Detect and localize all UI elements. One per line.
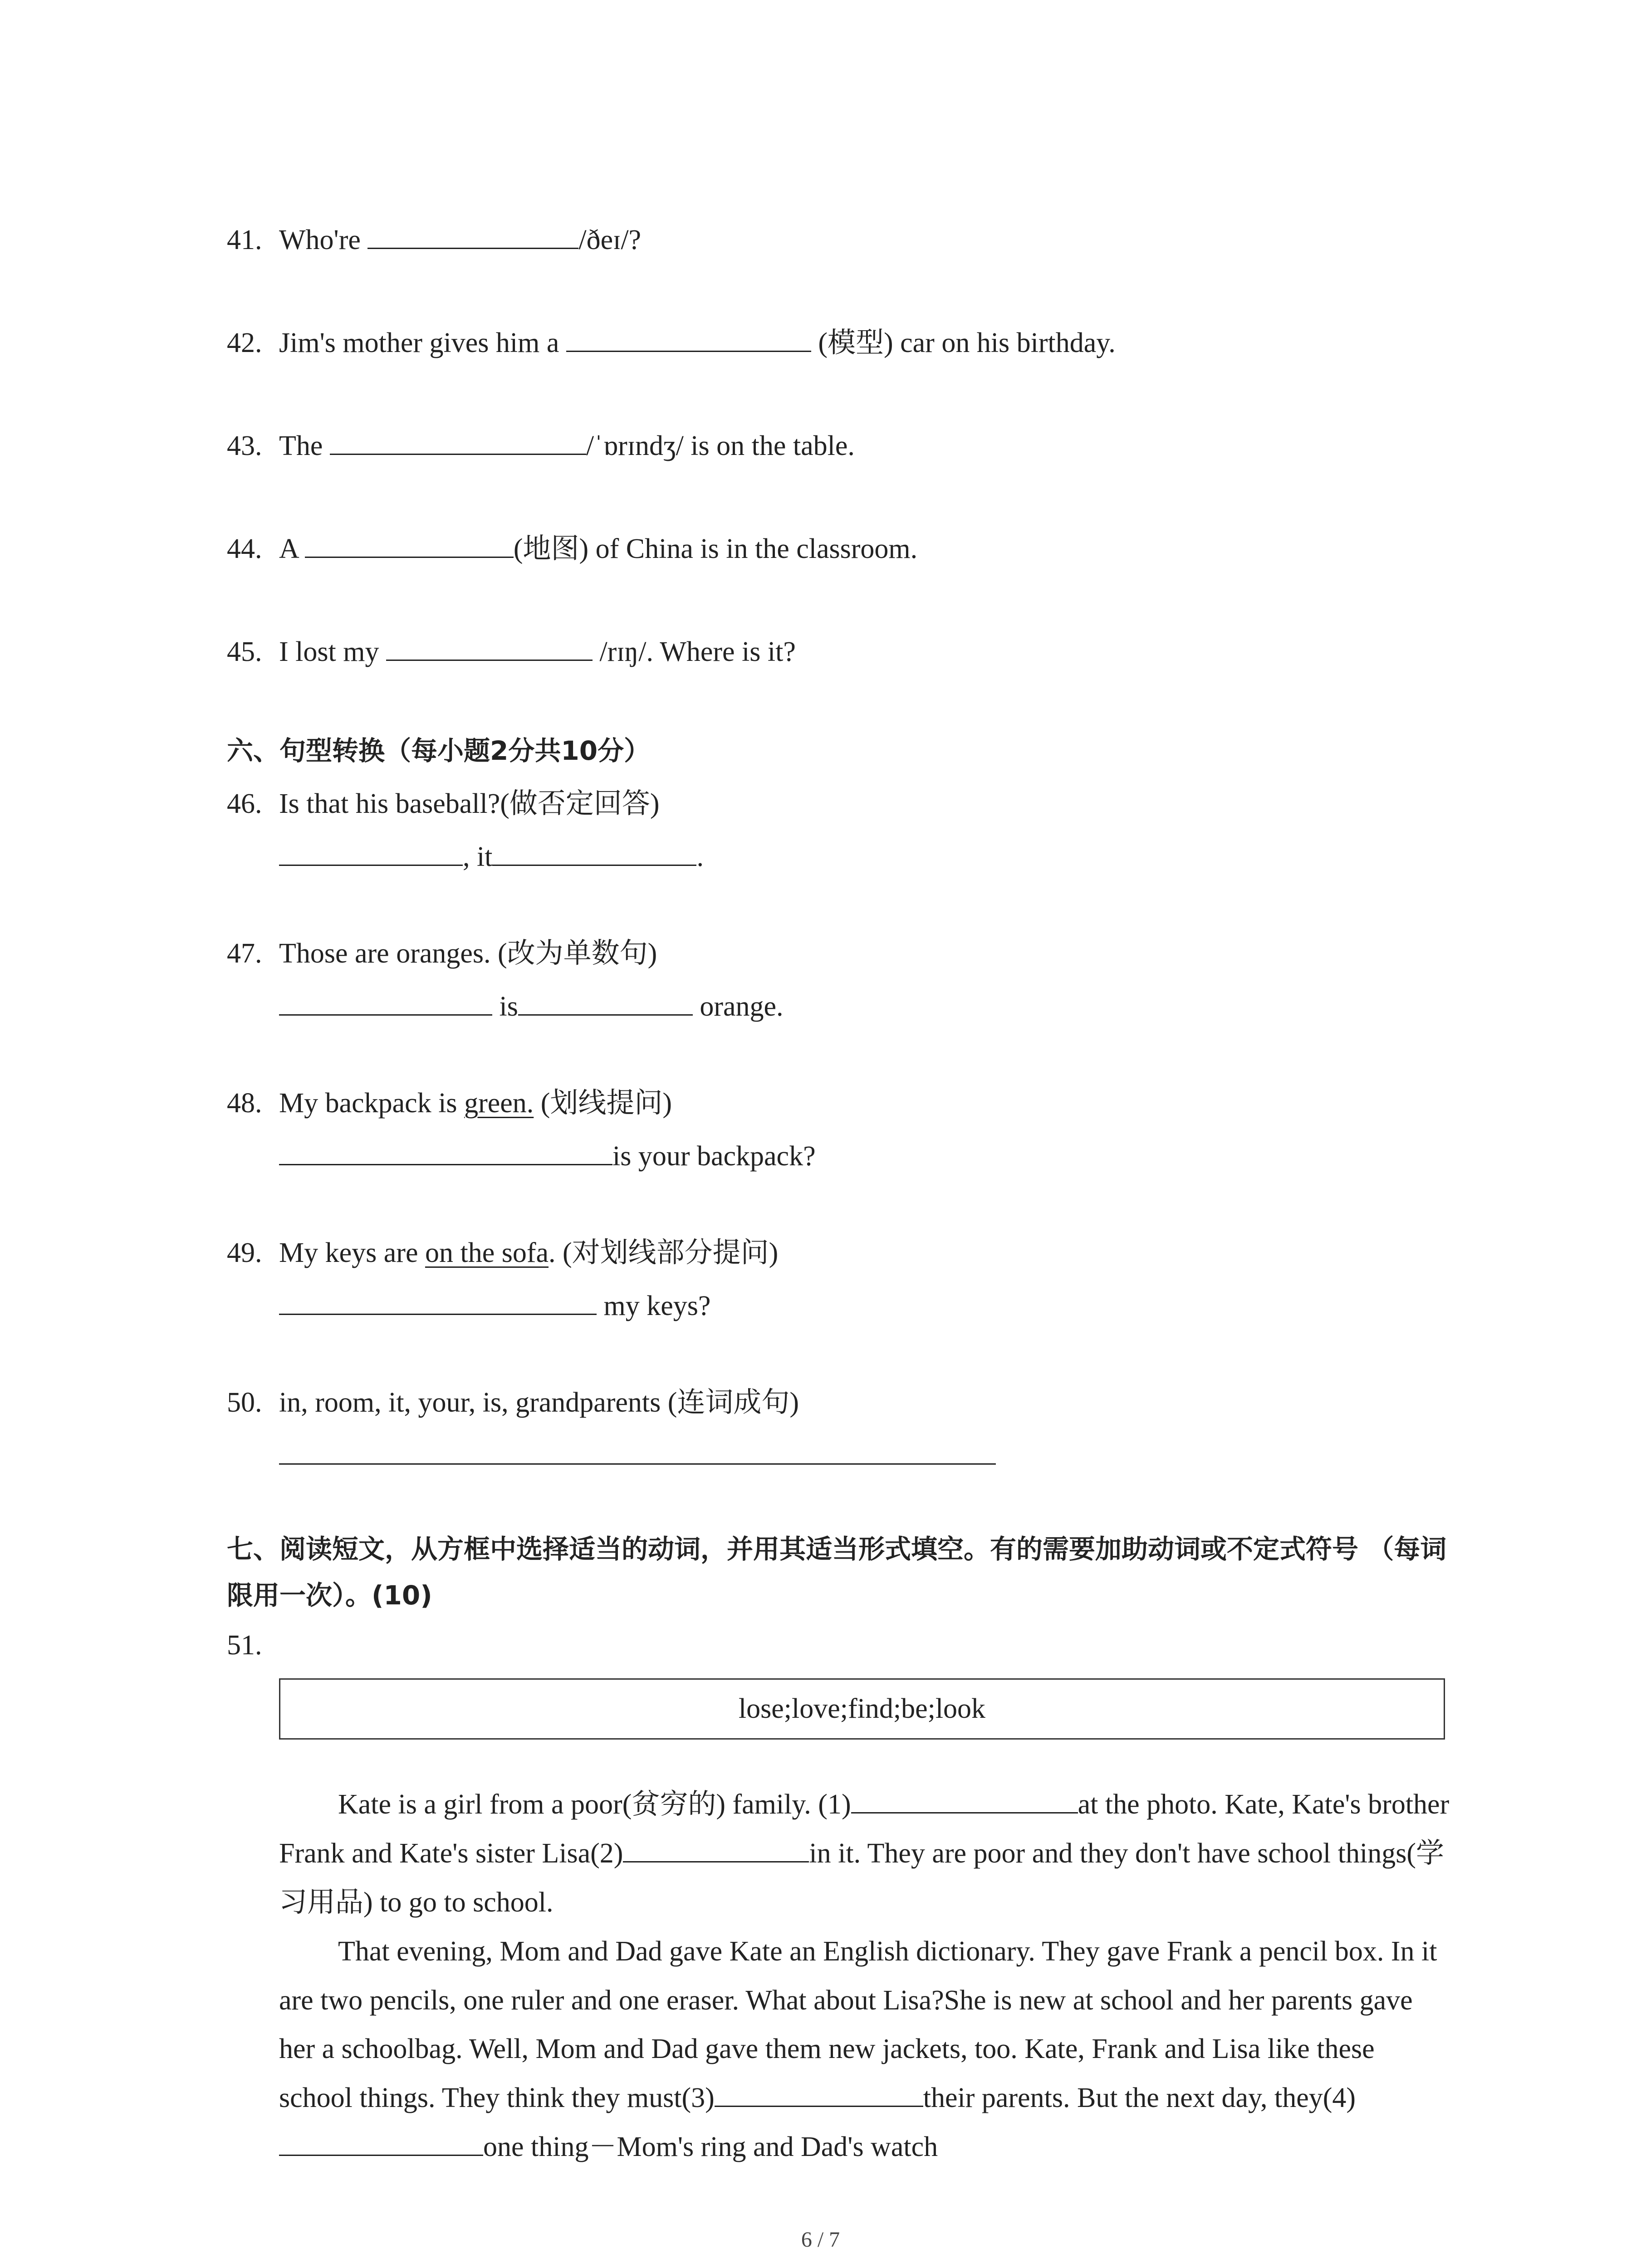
passage-text: Kate is a girl from a poor(贫穷的) family. (1) [338, 1789, 851, 1820]
answer-blank[interactable] [367, 222, 578, 249]
question-number: 45. [227, 636, 262, 667]
section-7-heading: 七、阅读短文，从方框中选择适当的动词，并用其适当形式填空。有的需要加助动词或不定式符号 （每词限用一次）。(10) [227, 1534, 1447, 1611]
answer-text: . [696, 841, 704, 872]
underlined-part: green. [464, 1088, 534, 1119]
question-47 [227, 937, 657, 970]
passage-text: in it. They are poor and they don't have school things(学习用品) to go to school. [279, 1838, 1444, 1918]
question-text: in, room, it, your, is, grandparents (连词成句) [279, 1387, 799, 1418]
question-45 [227, 634, 796, 669]
passage-text: That evening, Mom and Dad gave Kate an English dictionary. They gave Frank a pencil box. In it are two pencils, one ruler and one eraser. What about Lisa?She is new at school and her parents gave her a schoolbag. Well, Mom and Dad gave them new jackets, too. Kate, Frank and Lisa like these school things. They think they must(3) [279, 1936, 1437, 2114]
answer-line-50 [279, 1438, 996, 1472]
question-instruction: (划线提问) [540, 1088, 672, 1119]
answer-line-47 [279, 989, 784, 1023]
question-text: A [279, 533, 298, 564]
question-text-after: (模型) car on his birthday. [818, 327, 1116, 358]
question-text: My keys are [279, 1237, 418, 1268]
question-41 [227, 222, 641, 257]
question-text: Who're [279, 225, 361, 255]
question-text-after: /rɪŋ/. Where is it? [599, 636, 796, 667]
answer-blank[interactable] [330, 428, 586, 455]
question-46 [227, 787, 660, 821]
question-43 [227, 428, 855, 463]
question-51-number [227, 1628, 262, 1662]
answer-text: is your backpack? [612, 1141, 816, 1172]
question-number: 43. [227, 430, 262, 461]
answer-blank[interactable] [279, 1139, 612, 1165]
answer-blank[interactable] [279, 1288, 597, 1315]
answer-text: , it [463, 841, 493, 872]
section-6-heading: 六、句型转换（每小题2分共10分） [227, 735, 651, 766]
answer-blank-3[interactable] [715, 2080, 923, 2107]
question-text-after: /ðeɪ/? [578, 225, 642, 255]
answer-blank[interactable] [279, 1438, 996, 1465]
question-text: Those are oranges. (改为单数句) [279, 938, 657, 969]
answer-blank[interactable] [279, 839, 463, 866]
question-number: 46. [227, 788, 262, 819]
passage-paragraph-1 [279, 1780, 1454, 1927]
question-42 [227, 325, 1116, 360]
answer-line-48 [279, 1139, 816, 1173]
underlined-part: on the sofa [425, 1237, 549, 1268]
answer-text: my keys? [603, 1290, 711, 1321]
question-text-after: (地图) of China is in the classroom. [513, 533, 918, 564]
word-box-text: lose;love;find;be;look [738, 1693, 986, 1724]
question-text-after: /ˈɒrɪndʒ/ is on the table. [586, 430, 855, 461]
answer-blank[interactable] [305, 531, 514, 558]
question-text: I lost my [279, 636, 379, 667]
answer-blank-1[interactable] [851, 1787, 1078, 1813]
answer-text: is [499, 991, 518, 1022]
page-number: 6 / 7 [801, 2228, 840, 2252]
answer-text: orange. [700, 991, 784, 1022]
answer-blank[interactable] [566, 325, 811, 352]
question-44 [227, 531, 917, 566]
passage-text: their parents. But the next day, they(4) [923, 2082, 1356, 2114]
question-number: 44. [227, 533, 262, 564]
question-text: Jim's mother gives him a [279, 327, 559, 358]
answer-blank[interactable] [492, 839, 696, 866]
word-box [279, 1678, 1445, 1740]
question-50 [227, 1386, 799, 1419]
answer-blank[interactable] [518, 989, 693, 1016]
answer-blank[interactable] [279, 989, 492, 1016]
question-instruction: . (对划线部分提问) [549, 1237, 779, 1268]
question-number: 51. [227, 1630, 262, 1661]
question-number: 42. [227, 327, 262, 358]
answer-line-46 [279, 839, 704, 874]
passage-text: at the photo. Kate, Kate's brother Frank and Kate's sister Lisa(2) [279, 1789, 1450, 1869]
question-number: 47. [227, 938, 262, 969]
question-text: The [279, 430, 323, 461]
question-49 [227, 1236, 778, 1270]
question-number: 49. [227, 1237, 262, 1268]
passage-paragraph-2 [279, 1927, 1454, 2172]
question-text: Is that his baseball?(做否定回答) [279, 788, 660, 819]
answer-blank-4[interactable] [279, 2129, 483, 2156]
answer-blank[interactable] [386, 634, 593, 661]
question-number: 50. [227, 1387, 262, 1418]
answer-blank-2[interactable] [623, 1836, 809, 1862]
passage-text: one thing－Mom's ring and Dad's watch [483, 2131, 938, 2163]
question-number: 41. [227, 225, 262, 255]
question-48 [227, 1086, 672, 1120]
answer-line-49 [279, 1288, 710, 1323]
question-text: My backpack is [279, 1088, 457, 1119]
reading-passage [279, 1780, 1454, 2172]
question-number: 48. [227, 1088, 262, 1119]
